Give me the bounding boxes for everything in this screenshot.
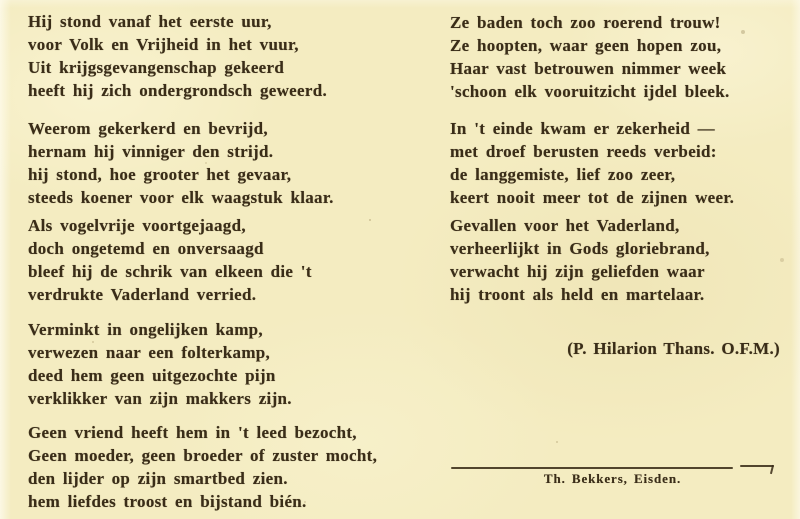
stanza-left-5: [28, 421, 377, 513]
stanza-left-3: [28, 214, 312, 306]
printer-credit: Th. Bekkers, Eisden.: [543, 471, 682, 486]
poem-line: keert nooit meer tot de zijnen weer.: [450, 188, 735, 207]
poem-line: doch ongetemd en onversaagd: [28, 239, 264, 258]
stanza-left-4: [28, 318, 292, 410]
poem-line: Ze hoopten, waar geen hopen zou,: [450, 36, 722, 55]
stanza-left-2: [28, 117, 334, 209]
stanza-right-1: [450, 11, 730, 103]
poem-line: Geen moeder, geen broeder of zuster mocht,: [28, 446, 378, 465]
poem-line: hij troont als held en martelaar.: [450, 285, 705, 304]
poem-line: verheerlijkt in Gods gloriebrand,: [450, 239, 710, 258]
poem-line: hem liefdes troost en bijstand bién.: [28, 492, 307, 511]
author-attribution: (P. Hilarion Thans. O.F.M.): [567, 339, 780, 358]
poem-line: Haar vast betrouwen nimmer week: [450, 59, 727, 78]
poem-line: steeds koener voor elk waagstuk klaar.: [28, 188, 334, 207]
printer-rule-dash: [740, 465, 774, 467]
poem-line: Als vogelvrije voortgejaagd,: [28, 216, 246, 235]
poem-line: met droef berusten reeds verbeid:: [450, 142, 717, 161]
poem-line: verklikker van zijn makkers zijn.: [28, 389, 292, 408]
stanza-right-2: [450, 117, 734, 209]
scan-noise-specks: [0, 0, 2, 2]
poem-line: Gevallen voor het Vaderland,: [450, 216, 680, 235]
poem-line: In 't einde kwam er zekerheid —: [450, 119, 715, 138]
poem-line: heeft hij zich ondergrondsch geweerd.: [28, 81, 328, 100]
poem-line: hij stond, hoe grooter het gevaar,: [28, 165, 292, 184]
poem-line: Weerom gekerkerd en bevrijd,: [28, 119, 268, 138]
poem-line: Hij stond vanaf het eerste uur,: [28, 12, 272, 31]
poem-line: verwacht hij zijn geliefden waar: [450, 262, 705, 281]
poem-line: Geen vriend heeft hem in 't leed bezocht,: [28, 423, 357, 442]
poem-line: 'schoon elk vooruitzicht ijdel bleek.: [450, 82, 730, 101]
poem-line: voor Volk en Vrijheid in het vuur,: [28, 35, 299, 54]
poem-line: deed hem geen uitgezochte pijn: [28, 366, 276, 385]
poem-line: Verminkt in ongelijken kamp,: [28, 320, 263, 339]
poem-line: Uit krijgsgevangenschap gekeerd: [28, 58, 285, 77]
printer-rule: [451, 467, 733, 469]
poem-line: verwezen naar een folterkamp,: [28, 343, 271, 362]
stanza-right-3: [450, 214, 710, 306]
stanza-left-1: [28, 10, 327, 102]
poem-line: bleef hij de schrik van elkeen die 't: [28, 262, 312, 281]
poem-line: verdrukte Vaderland verried.: [28, 285, 257, 304]
poem-line: de langgemiste, lief zoo zeer,: [450, 165, 676, 184]
poem-line: Ze baden toch zoo roerend trouw!: [450, 13, 721, 32]
poem-line: hernam hij vinniger den strijd.: [28, 142, 274, 161]
poem-line: den lijder op zijn smartbed zien.: [28, 469, 288, 488]
